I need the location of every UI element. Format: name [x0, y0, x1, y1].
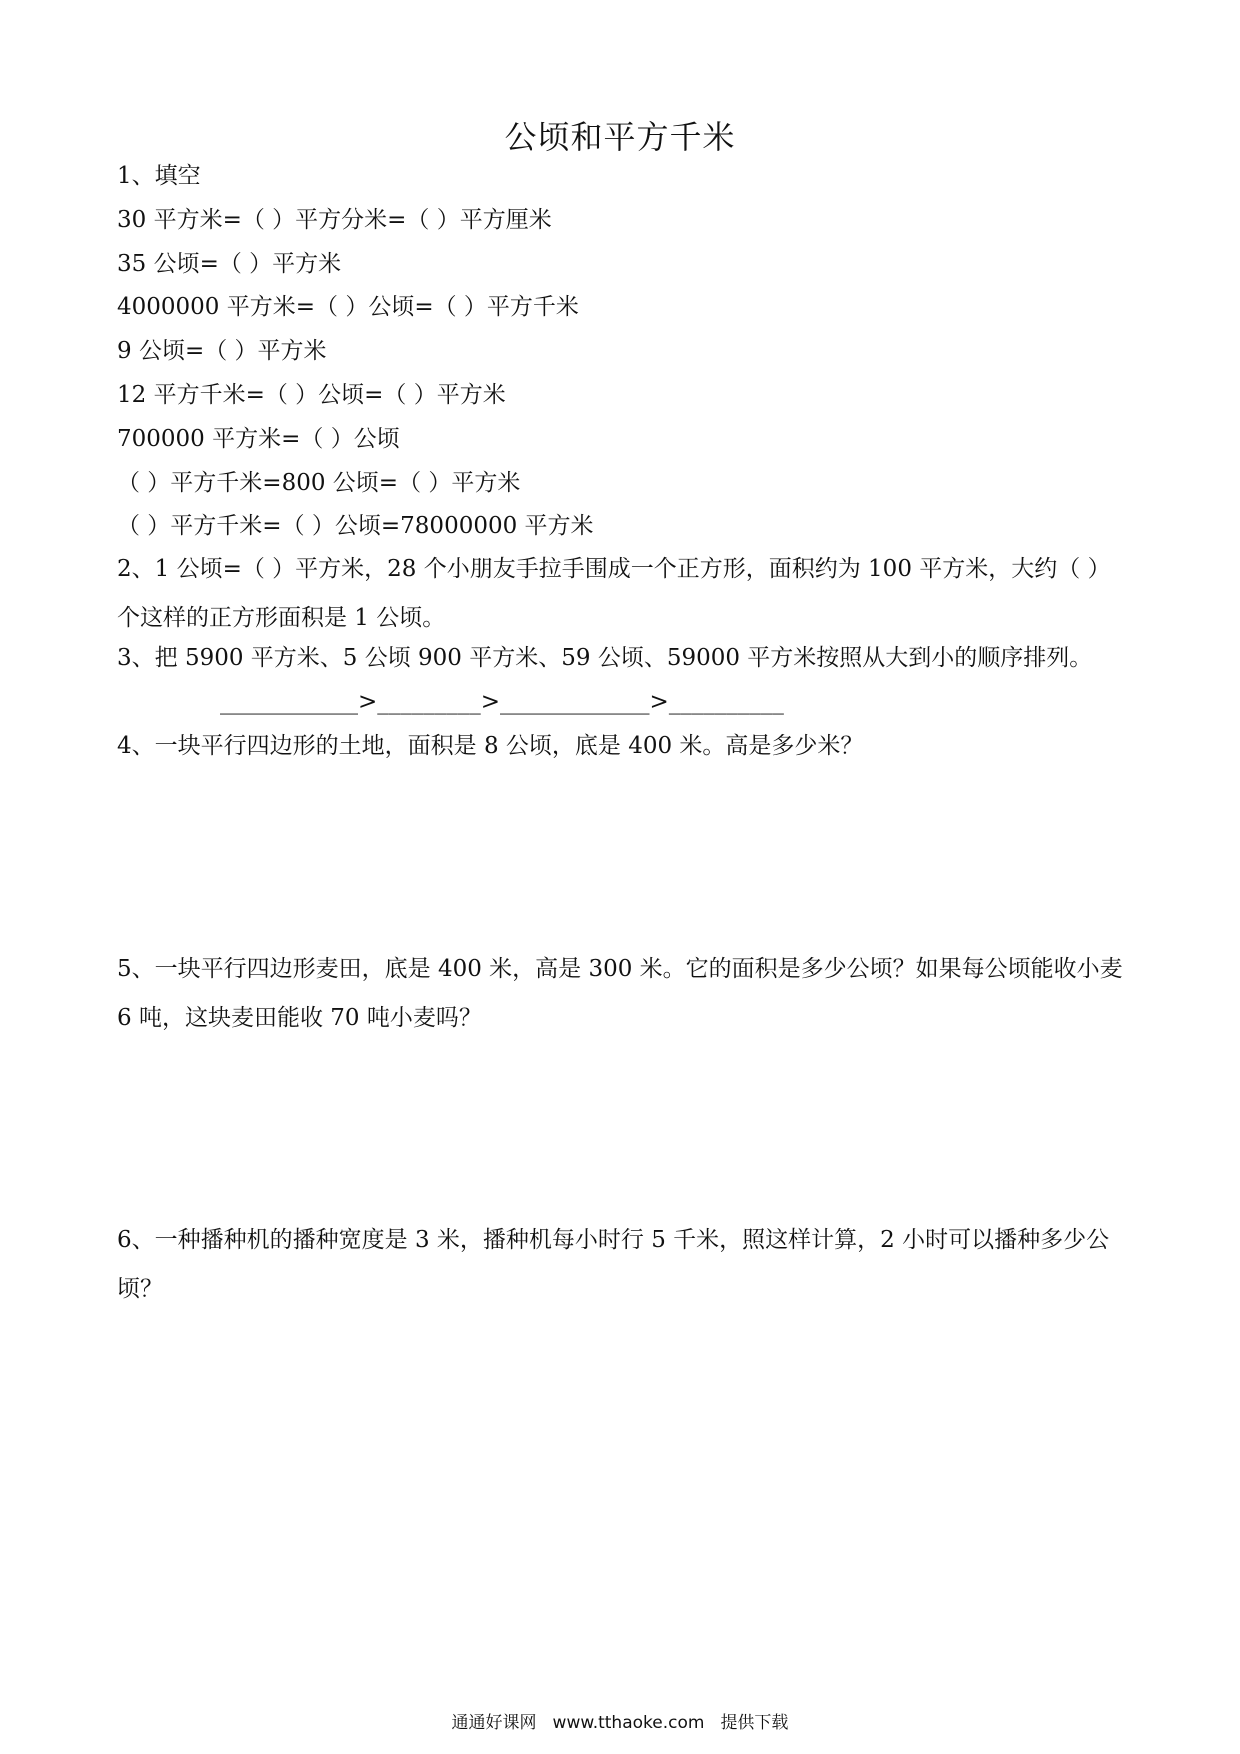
- q3-answer-blanks: ____________>_________>_____________>__________: [220, 689, 784, 715]
- q1-item-6: 700000 平方米=（ ）公顷: [117, 426, 400, 452]
- q1-item-8: （ ）平方千米=（ ）公顷=78000000 平方米: [117, 513, 594, 539]
- footer-site-name: 通通好课网: [451, 1713, 537, 1733]
- q1-item-4: 9 公顷=（ ）平方米: [117, 338, 327, 364]
- footer: [0, 1708, 1240, 1733]
- footer-note: 提供下载: [720, 1713, 789, 1733]
- q1-item-3: 4000000 平方米=（ ）公顷=（ ）平方千米: [117, 294, 579, 320]
- q1-item-5: 12 平方千米=（ ）公顷=（ ）平方米: [117, 382, 506, 408]
- q1-item-2: 35 公顷=（ ）平方米: [117, 251, 342, 277]
- question-5: 5、一块平行四边形麦田，底是 400 米，高是 300 米。它的面积是多少公顷？如果每公顷能收小麦 6 吨，这块麦田能收 70 吨小麦吗？: [117, 956, 1123, 1031]
- question-2: 2、1 公顷=（ ）平方米，28 个小朋友手拉手围成一个正方形，面积约为 100 平方米，大约（ ）个这样的正方形面积是 1 公顷。: [117, 556, 1111, 631]
- q1-item-7: （ ）平方千米=800 公顷=（ ）平方米: [117, 470, 521, 496]
- question-3: 3、把 5900 平方米、5 公顷 900 平方米、59 公顷、59000 平方米按照从大到小的顺序排列。: [117, 645, 1093, 671]
- question-4: 4、一块平行四边形的土地，面积是 8 公顷，底是 400 米。高是多少米？: [117, 733, 864, 759]
- q1-heading: 1、填空: [117, 163, 201, 189]
- question-6: 6、一种播种机的播种宽度是 3 米，播种机每小时行 5 千米，照这样计算，2 小时可以播种多少公顷？: [117, 1227, 1110, 1302]
- q1-item-1: 30 平方米=（ ）平方分米=（ ）平方厘米: [117, 207, 552, 233]
- footer-site-url[interactable]: www.tthaoke.com: [552, 1713, 705, 1733]
- page-title: 公顷和平方千米: [504, 118, 736, 156]
